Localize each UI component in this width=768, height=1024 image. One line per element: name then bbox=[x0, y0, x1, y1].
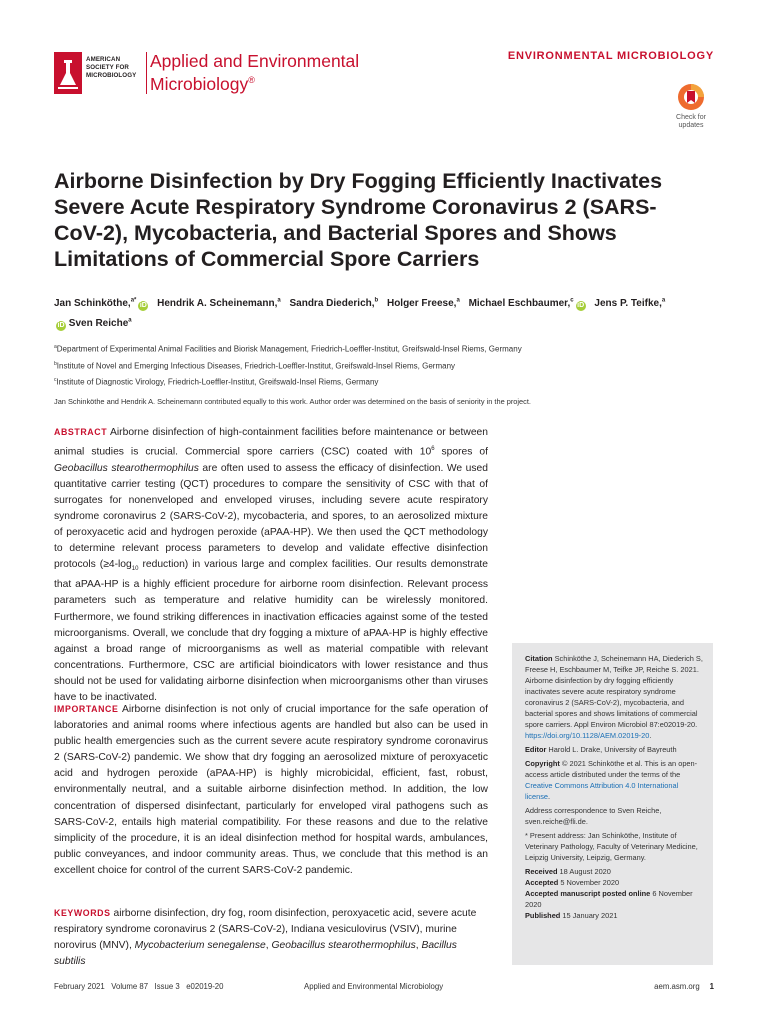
abstract-label: ABSTRACT bbox=[54, 427, 108, 437]
check-for-updates-button[interactable] bbox=[668, 82, 714, 130]
abstract: ABSTRACT Airborne disinfection of high-containment facilities before maintenance or between animal studies is crucial. Commercial spore carriers (CSC) coated with $10^6$ spores of Geobacillus stearothermophilus are often used to assess the efficacy of disinfection. We used quantitative carrier testing (QCT) procedures to compare the sensitivity of CSC with that of surrogates for nonenveloped and enveloped viruses, including severe acute respiratory syndrome coronavirus 2 (SARS-CoV-2), mycobacteria, and spores, to an aerosolized mixture of peroxyacetic acid and hydrogen peroxide (aPAA-HP). We then used the QCT methodology to determine relevant process parameters to develop and validate effective disinfection protocols ($\ge 4-\log_{10}$ reduction) in various large and complex facilities. Our results demonstrate that aPAA-HP is a highly efficient procedure for airborne room disinfection. Relevant process parameters such as temperature and relative humidity can be wirelessly monitored. Furthermore, we found striking differences in inactivation efficacies against some of the tested microorganisms. Overall, we conclude that dry fogging a mixture of aPAA-HP is highly effective against a broad range of microorganisms as well as material compatible with relevant concentrations. Furthermore, CSC are artificial bioindicators with lower resistance and thus should not be used for validating airborne disinfection when microorganisms other than viruses have to be inactivated. bbox=[54, 427, 489, 703]
editor: Editor Harold L. Drake, University of Bayreuth bbox=[525, 745, 677, 754]
author[interactable]: Jan Schinköthe,$^{a*}$iD bbox=[54, 298, 147, 310]
affiliation: $^b$Institute of Novel and Emerging Infectious Diseases, Friedrich-Loeffler-Institut, Greifswald-Insel Riems, Germany bbox=[54, 360, 456, 371]
keywords: KEYWORDS airborne disinfection, dry fog, room disinfection, peroxyacetic acid, severe acute respiratory syndrome coronavirus 2 (SARS-CoV-2), Indiana vesiculovirus (VSIV), murine norovirus (MNV), Mycobacterium senegalense, Geobacillus stearothermophilus, Bacillus subtilis bbox=[54, 908, 477, 968]
published-date: Published 15 January 2021 bbox=[525, 911, 618, 920]
importance-label: IMPORTANCE bbox=[54, 704, 119, 714]
society-name: AMERICAN SOCIETY FOR MICROBIOLOGY bbox=[86, 56, 137, 79]
accepted-manuscript-date: Accepted manuscript posted online 6 November 2020 bbox=[525, 889, 693, 909]
orcid-icon[interactable]: iD bbox=[139, 302, 147, 310]
author-list bbox=[54, 293, 714, 332]
affiliations bbox=[54, 340, 714, 390]
footer-journal: Applied and Environmental Microbiology bbox=[304, 982, 444, 991]
author[interactable]: Holger Freese,$^a$ bbox=[386, 298, 460, 310]
license-link[interactable]: Creative Commons Attribution 4.0 International license bbox=[525, 781, 679, 801]
citation-box bbox=[512, 643, 713, 965]
page-number: 1 bbox=[709, 982, 714, 991]
importance: IMPORTANCE Airborne disinfection is not only of crucial importance for the safe operation of laboratories and animal rooms where infectious agents are handled but also can be used in public health emergencies such as the current severe acute respiratory syndrome coronavirus 2 (SARS-CoV-2) pandemic. We show that dry fogging an aerosolized mixture of peroxyacetic acid and hydrogen peroxide (aPAA-HP) is highly microbicidal, efficient, fast, robust, environmentally neutral, and a suitable airborne disinfection method. In addition, the low concentration of dispersed disinfectant, particularly for enveloped viral pathogens such as SARS-CoV-2, entails high material compatibility. For these reasons and due to the relative simplicity of the procedure, it is an ideal disinfection method for hospital wards, ambulances, public conveyances, and indoor community areas. Thus, we conclude that this method is an excellent choice for control of the current SARS-CoV-2 pandemic. bbox=[54, 704, 489, 876]
author[interactable]: Michael Eschbaumer,$^c$iD bbox=[468, 298, 585, 310]
equal-contribution-note: Jan Schinköthe and Hendrik A. Scheinemann contributed equally to this work. Author order was determined on the basis of seniority in the project. bbox=[54, 397, 531, 406]
article-title: Airborne Disinfection by Dry Fogging Efficiently Inactivates Severe Acute Respiratory Syndrome Coronavirus 2 (SARS-CoV-2), Mycobacteria, and Bacterial Spores and Shows Limitations of Commercial Spore Carriers bbox=[54, 169, 663, 271]
footer-site bbox=[654, 982, 714, 991]
journal-name[interactable]: Applied and Environmental Microbiology® bbox=[146, 52, 360, 94]
check-for-updates-icon bbox=[676, 82, 706, 112]
orcid-icon[interactable]: iD bbox=[57, 321, 65, 329]
author[interactable]: Jens P. Teifke,$^a$ bbox=[594, 298, 666, 310]
copyright: Copyright © 2021 Schinköthe et al. This is an open-access article distributed under the terms of the Creative Commons Attribution 4.0 International license. bbox=[525, 759, 698, 801]
accepted-date: Accepted 5 November 2020 bbox=[525, 878, 620, 887]
site-link[interactable]: aem.asm.org bbox=[654, 982, 700, 991]
affiliation: $^a$Department of Experimental Animal Facilities and Biorisk Management, Friedrich-Loeffler-Institut, Greifswald-Insel Riems, Germany bbox=[54, 344, 522, 354]
affiliation: $^c$Institute of Diagnostic Virology, Friedrich-Loeffler-Institut, Greifswald-Insel Riems, Germany bbox=[54, 377, 379, 387]
issue-info: February 2021 Volume 87 Issue 3 e02019-20 bbox=[54, 982, 224, 991]
correspondence: Address correspondence to Sven Reiche, sven.reiche@fli.de. bbox=[525, 806, 662, 826]
received-date: Received 18 August 2020 bbox=[525, 867, 611, 876]
present-address: * Present address: Jan Schinköthe, Institute of Veterinary Pathology, Faculty of Veterinary Medicine, Leipzig University, Leipzig, Germany. bbox=[525, 831, 698, 862]
doi-link[interactable]: https://doi.org/10.1128/AEM.02019-20 bbox=[525, 731, 650, 740]
keywords-label: KEYWORDS bbox=[54, 908, 111, 918]
author[interactable]: iD Sven Reiche$^a$ bbox=[57, 317, 132, 329]
author[interactable]: Sandra Diederich,$^b$ bbox=[289, 298, 379, 310]
citation: Citation Schinköthe J, Scheinemann HA, Diederich S, Freese H, Eschbaumer M, Teifke JP, Reiche S. 2021. Airborne disinfection by dry fogging efficiently inactivates severe acute respiratory syndrome coronavirus 2 (SARS-CoV-2), mycobacteria, and bacterial spores and shows limitations of commercial spore carriers. Appl Environ Microbiol 87:e02019-20. https://doi.org/10.1128/AEM.02019-20. bbox=[525, 654, 703, 740]
author[interactable]: Hendrik A. Scheinemann,$^a$ bbox=[157, 298, 281, 310]
asm-logo-icon bbox=[54, 52, 82, 94]
check-for-updates-label: Check for updates bbox=[676, 114, 706, 129]
orcid-icon[interactable]: iD bbox=[577, 302, 585, 310]
section-label: ENVIRONMENTAL MICROBIOLOGY bbox=[507, 50, 714, 62]
